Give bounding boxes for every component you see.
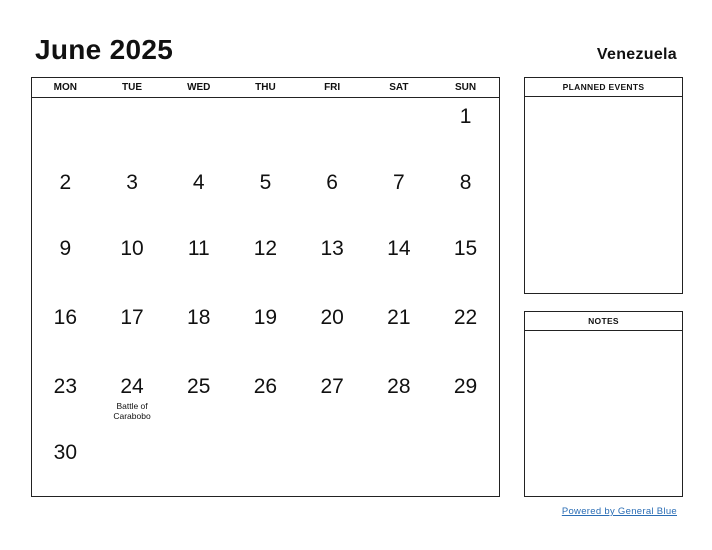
weekday-sun: SUN — [454, 82, 477, 93]
day-cell — [232, 375, 299, 399]
weekday-thu: THU — [255, 82, 276, 93]
weekday-wed: WED — [187, 82, 211, 93]
day-number: 14 — [387, 237, 411, 260]
day-number: 24 — [120, 375, 144, 398]
day-number: 9 — [59, 237, 72, 260]
day-number: 6 — [326, 171, 338, 194]
day-number: 11 — [187, 237, 210, 260]
month-grid — [31, 77, 500, 497]
day-cell — [232, 237, 299, 261]
day-number: 29 — [453, 375, 478, 398]
day-cell — [432, 171, 499, 195]
weekday-mon: MON — [53, 82, 78, 93]
day-cell — [165, 171, 232, 195]
day-number: 2 — [59, 171, 72, 194]
day-number: 10 — [120, 237, 144, 260]
day-cell — [232, 171, 299, 195]
day-cell — [32, 237, 99, 261]
holiday-label-line: Carabobo — [113, 411, 151, 421]
day-number: 21 — [387, 306, 411, 329]
day-cell — [432, 237, 499, 261]
day-number: 26 — [253, 375, 278, 398]
day-cell — [165, 306, 232, 330]
powered-by-link[interactable]: Powered by General Blue — [561, 506, 677, 517]
day-cell — [366, 237, 433, 261]
day-number: 22 — [453, 306, 478, 329]
weekday-fri: FRI — [324, 82, 341, 93]
day-number: 17 — [120, 306, 144, 329]
day-cell — [232, 306, 299, 330]
weekday-header-row — [32, 78, 499, 98]
day-cell — [366, 375, 433, 399]
page-title: June 2025 — [35, 34, 174, 65]
day-cell — [99, 306, 166, 330]
notes-header: NOTES — [525, 312, 682, 331]
notes-panel — [524, 311, 683, 497]
day-number: 13 — [320, 237, 344, 260]
day-number: 27 — [320, 375, 344, 398]
country-label: Venezuela — [596, 46, 677, 63]
day-cell — [432, 375, 499, 399]
day-cell — [32, 171, 99, 195]
day-cell — [99, 171, 166, 195]
day-number: 7 — [393, 171, 405, 194]
day-number: 4 — [192, 171, 205, 194]
day-cell — [432, 306, 499, 330]
day-number: 28 — [387, 375, 411, 398]
day-cell — [366, 171, 433, 195]
day-number: 18 — [187, 306, 211, 329]
day-number: 8 — [459, 171, 472, 194]
weekday-tue: TUE — [122, 82, 143, 93]
day-number: 30 — [53, 441, 78, 464]
day-cell — [99, 237, 166, 261]
day-number: 20 — [320, 306, 344, 329]
day-cell — [32, 306, 99, 330]
day-number: 5 — [259, 171, 272, 194]
holiday-label-line: Battle of — [116, 401, 148, 411]
day-cell — [165, 375, 232, 399]
day-cell — [366, 306, 433, 330]
day-number: 25 — [187, 375, 211, 398]
day-number: 1 — [459, 105, 472, 128]
day-cell — [432, 105, 499, 129]
day-cell — [299, 237, 366, 261]
day-cell — [165, 237, 232, 261]
day-number: 16 — [53, 306, 78, 329]
day-cell — [299, 375, 366, 399]
day-cell — [99, 375, 166, 421]
weekday-sat: SAT — [389, 82, 409, 93]
planned-events-header: PLANNED EVENTS — [525, 78, 682, 97]
holiday-label — [99, 401, 166, 421]
planned-events-panel — [524, 77, 683, 294]
day-cell — [299, 171, 366, 195]
day-number: 15 — [453, 237, 478, 260]
day-cell — [32, 375, 99, 399]
day-cell — [32, 441, 99, 465]
day-cell — [299, 306, 366, 330]
day-number: 3 — [126, 171, 138, 194]
day-number: 12 — [253, 237, 278, 260]
day-number: 19 — [253, 306, 278, 329]
day-number: 23 — [53, 375, 78, 398]
